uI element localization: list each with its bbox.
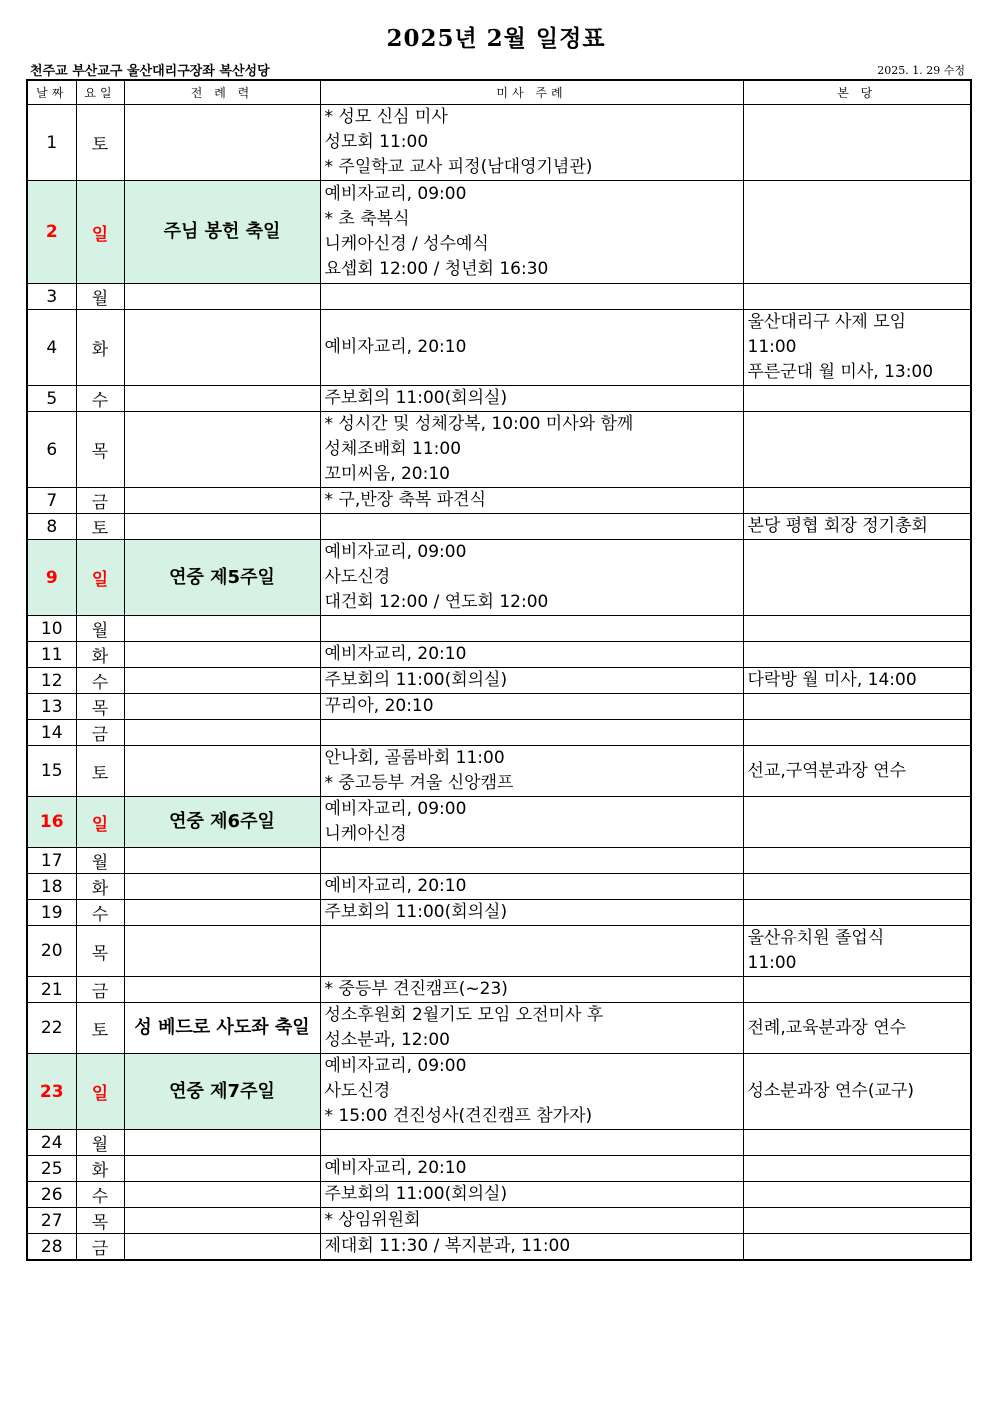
date-cell: 11 — [27, 642, 76, 668]
table-row — [27, 642, 971, 668]
weekday-cell: 수 — [76, 668, 124, 694]
column-header-liturgy: 전 례 력 — [124, 80, 320, 105]
parish-cell — [743, 720, 971, 746]
mass-cell — [320, 284, 743, 310]
mass-line: 니케아신경 / 성수예식 — [324, 234, 489, 254]
table-row — [27, 105, 971, 181]
mass-cell — [320, 926, 743, 977]
date-cell: 24 — [27, 1130, 76, 1156]
date-cell: 4 — [27, 310, 76, 386]
date-cell: 15 — [27, 746, 76, 797]
date-cell: 25 — [27, 1156, 76, 1182]
mass-cell — [320, 1054, 743, 1130]
parish-cell — [743, 1234, 971, 1261]
parish-cell — [743, 848, 971, 874]
mass-cell — [320, 746, 743, 797]
date-cell: 10 — [27, 616, 76, 642]
weekday-cell: 화 — [76, 1156, 124, 1182]
weekday-cell: 토 — [76, 514, 124, 540]
mass-cell — [320, 797, 743, 848]
date-cell: 1 — [27, 105, 76, 181]
liturgy-cell — [124, 926, 320, 977]
weekday-cell: 금 — [76, 488, 124, 514]
parish-cell — [743, 616, 971, 642]
date-cell: 3 — [27, 284, 76, 310]
liturgy-cell — [124, 105, 320, 181]
date-cell: 20 — [27, 926, 76, 977]
liturgy-cell: 성 베드로 사도좌 축일 — [124, 1003, 320, 1054]
mass-line: * 15:00 견진성사(견진캠프 참가자) — [324, 1106, 593, 1126]
mass-cell — [320, 386, 743, 412]
mass-line: 주보회의 11:00(회의실) — [324, 902, 508, 922]
table-row — [27, 1182, 971, 1208]
parish-cell — [743, 284, 971, 310]
table-row — [27, 1003, 971, 1054]
table-row — [27, 616, 971, 642]
mass-line: * 성모 신심 미사 — [324, 107, 448, 127]
table-row — [27, 310, 971, 386]
mass-line: 안나회, 골롬바회 11:00 — [324, 748, 505, 768]
liturgy-cell — [124, 1182, 320, 1208]
liturgy-cell — [124, 977, 320, 1003]
mass-line: 예비자교리, 09:00 — [324, 184, 467, 204]
date-cell: 26 — [27, 1182, 76, 1208]
table-header-row — [27, 80, 971, 105]
liturgy-cell — [124, 720, 320, 746]
parish-line: 본당 평협 회장 정기총회 — [747, 516, 928, 536]
liturgy-cell — [124, 488, 320, 514]
table-row — [27, 386, 971, 412]
mass-line: * 성시간 및 성체강복, 10:00 미사와 함께 — [324, 414, 634, 434]
liturgy-cell — [124, 668, 320, 694]
column-header-parish: 본 당 — [743, 80, 971, 105]
parish-cell — [743, 642, 971, 668]
liturgy-cell: 연중 제6주일 — [124, 797, 320, 848]
mass-line: 니케아신경 — [324, 824, 407, 844]
mass-cell — [320, 1208, 743, 1234]
date-cell: 22 — [27, 1003, 76, 1054]
date-cell: 21 — [27, 977, 76, 1003]
mass-line: 성소후원회 2월기도 모임 오전미사 후 — [324, 1005, 604, 1025]
parish-line: 울산대리구 사제 모임 — [747, 312, 907, 332]
weekday-cell: 화 — [76, 310, 124, 386]
parish-cell — [743, 412, 971, 488]
mass-cell — [320, 540, 743, 616]
weekday-cell: 토 — [76, 746, 124, 797]
weekday-cell: 목 — [76, 412, 124, 488]
date-cell: 16 — [27, 797, 76, 848]
mass-cell — [320, 616, 743, 642]
mass-cell — [320, 977, 743, 1003]
mass-line: 주보회의 11:00(회의실) — [324, 670, 508, 690]
parish-cell — [743, 900, 971, 926]
liturgy-cell — [124, 284, 320, 310]
weekday-cell: 목 — [76, 926, 124, 977]
parish-line: 11:00 — [747, 337, 797, 357]
revision-date: 2025. 1. 29 수정 — [877, 64, 965, 77]
liturgy-cell — [124, 848, 320, 874]
mass-cell — [320, 105, 743, 181]
parish-line: 선교,구역분과장 연수 — [747, 760, 907, 781]
table-row — [27, 1234, 971, 1261]
page-title: 2025년 2월 일정표 — [386, 25, 606, 52]
parish-cell — [743, 488, 971, 514]
mass-cell — [320, 412, 743, 488]
date-cell: 9 — [27, 540, 76, 616]
weekday-cell: 토 — [76, 105, 124, 181]
date-cell: 14 — [27, 720, 76, 746]
table-row — [27, 540, 971, 616]
date-cell: 13 — [27, 694, 76, 720]
parish-cell — [743, 181, 971, 284]
parish-cell — [743, 540, 971, 616]
mass-cell — [320, 1003, 743, 1054]
mass-line: * 주일학교 교사 피정(남대영기념관) — [324, 157, 593, 177]
weekday-cell: 수 — [76, 1182, 124, 1208]
table-row — [27, 797, 971, 848]
liturgy-cell — [124, 1208, 320, 1234]
liturgy-cell — [124, 900, 320, 926]
parish-cell — [743, 746, 971, 797]
weekday-cell: 일 — [76, 1054, 124, 1130]
liturgy-cell — [124, 616, 320, 642]
mass-line: 꼬미씨움, 20:10 — [324, 464, 450, 484]
parish-cell — [743, 926, 971, 977]
mass-line: 사도신경 — [324, 567, 391, 587]
table-row — [27, 900, 971, 926]
date-cell: 17 — [27, 848, 76, 874]
liturgy-cell — [124, 874, 320, 900]
parish-line: 성소분과장 연수(교구) — [747, 1081, 914, 1101]
weekday-cell: 화 — [76, 642, 124, 668]
column-header-mass: 미사 주례 — [320, 80, 743, 105]
date-cell: 28 — [27, 1234, 76, 1261]
table-row — [27, 668, 971, 694]
table-row — [27, 874, 971, 900]
date-cell: 8 — [27, 514, 76, 540]
liturgy-cell — [124, 1130, 320, 1156]
table-row — [27, 488, 971, 514]
table-row — [27, 181, 971, 284]
mass-line: 요셉회 12:00 / 청년회 16:30 — [324, 259, 549, 279]
table-row — [27, 926, 971, 977]
weekday-cell: 토 — [76, 1003, 124, 1054]
parish-cell — [743, 310, 971, 386]
mass-cell — [320, 720, 743, 746]
parish-cell — [743, 1182, 971, 1208]
table-row — [27, 1156, 971, 1182]
parish-line: 다락방 월 미사, 14:00 — [747, 670, 917, 690]
mass-cell — [320, 310, 743, 386]
table-row — [27, 720, 971, 746]
mass-line: 예비자교리, 20:10 — [324, 1158, 467, 1178]
mass-line: 대건회 12:00 / 연도회 12:00 — [324, 592, 549, 612]
liturgy-cell — [124, 310, 320, 386]
date-cell: 27 — [27, 1208, 76, 1234]
schedule-table — [26, 79, 972, 1261]
parish-line: 울산유치원 졸업식 — [747, 928, 885, 948]
date-cell: 12 — [27, 668, 76, 694]
mass-cell — [320, 642, 743, 668]
parish-line: 11:00 — [747, 953, 797, 973]
parish-cell — [743, 797, 971, 848]
parish-cell — [743, 977, 971, 1003]
weekday-cell: 일 — [76, 797, 124, 848]
mass-line: * 중등부 견진캠프(~23) — [324, 979, 508, 999]
parish-name: 천주교 부산교구 울산대리구장좌 복산성당 — [30, 64, 270, 79]
mass-line: 성체조배회 11:00 — [324, 439, 462, 459]
mass-line: 꾸리아, 20:10 — [324, 696, 434, 716]
liturgy-cell — [124, 412, 320, 488]
mass-cell — [320, 181, 743, 284]
schedule-body — [27, 105, 971, 1261]
mass-line: * 중고등부 겨울 신앙캠프 — [324, 773, 514, 793]
parish-cell — [743, 1208, 971, 1234]
date-cell: 19 — [27, 900, 76, 926]
date-cell: 7 — [27, 488, 76, 514]
table-row — [27, 848, 971, 874]
date-cell: 2 — [27, 181, 76, 284]
weekday-cell: 화 — [76, 874, 124, 900]
date-cell: 23 — [27, 1054, 76, 1130]
liturgy-cell — [124, 1234, 320, 1261]
mass-line: 예비자교리, 20:10 — [324, 337, 467, 357]
weekday-cell: 월 — [76, 1130, 124, 1156]
mass-cell — [320, 1234, 743, 1261]
liturgy-cell — [124, 642, 320, 668]
weekday-cell: 금 — [76, 1234, 124, 1261]
parish-cell — [743, 105, 971, 181]
mass-line: 주보회의 11:00(회의실) — [324, 1184, 508, 1204]
weekday-cell: 월 — [76, 284, 124, 310]
date-cell: 5 — [27, 386, 76, 412]
mass-line: 성소분과, 12:00 — [324, 1030, 450, 1050]
mass-line: 예비자교리, 20:10 — [324, 644, 467, 664]
mass-cell — [320, 488, 743, 514]
column-header-day: 요일 — [76, 80, 124, 105]
liturgy-cell — [124, 386, 320, 412]
table-row — [27, 514, 971, 540]
parish-cell — [743, 1130, 971, 1156]
parish-cell — [743, 874, 971, 900]
mass-line: 예비자교리, 09:00 — [324, 799, 467, 819]
liturgy-cell — [124, 746, 320, 797]
mass-line: 주보회의 11:00(회의실) — [324, 388, 508, 408]
parish-cell — [743, 1156, 971, 1182]
mass-line: * 구,반장 축복 파견식 — [324, 490, 486, 510]
column-header-date: 날짜 — [27, 80, 76, 105]
table-row — [27, 977, 971, 1003]
table-row — [27, 284, 971, 310]
parish-line: 푸른군대 월 미사, 13:00 — [747, 362, 934, 382]
table-row — [27, 1208, 971, 1234]
weekday-cell: 월 — [76, 616, 124, 642]
parish-cell — [743, 514, 971, 540]
mass-line: * 초 축복식 — [324, 209, 410, 229]
weekday-cell: 금 — [76, 977, 124, 1003]
table-row — [27, 746, 971, 797]
liturgy-cell — [124, 514, 320, 540]
liturgy-cell — [124, 694, 320, 720]
mass-line: 예비자교리, 09:00 — [324, 542, 467, 562]
table-row — [27, 412, 971, 488]
parish-cell — [743, 386, 971, 412]
date-cell: 18 — [27, 874, 76, 900]
mass-cell — [320, 1156, 743, 1182]
weekday-cell: 월 — [76, 848, 124, 874]
parish-cell — [743, 1054, 971, 1130]
mass-cell — [320, 514, 743, 540]
mass-line: 예비자교리, 20:10 — [324, 876, 467, 896]
parish-cell — [743, 668, 971, 694]
mass-cell — [320, 668, 743, 694]
mass-line: 제대회 11:30 / 복지분과, 11:00 — [324, 1236, 571, 1256]
parish-cell — [743, 694, 971, 720]
date-cell: 6 — [27, 412, 76, 488]
mass-cell — [320, 694, 743, 720]
mass-line: * 상임위원회 — [324, 1210, 421, 1230]
weekday-cell: 수 — [76, 900, 124, 926]
mass-cell — [320, 900, 743, 926]
weekday-cell: 목 — [76, 1208, 124, 1234]
mass-line: 예비자교리, 09:00 — [324, 1056, 467, 1076]
liturgy-cell: 주님 봉헌 축일 — [124, 181, 320, 284]
weekday-cell: 목 — [76, 694, 124, 720]
liturgy-cell — [124, 1156, 320, 1182]
weekday-cell: 금 — [76, 720, 124, 746]
weekday-cell: 수 — [76, 386, 124, 412]
table-row — [27, 694, 971, 720]
liturgy-cell: 연중 제7주일 — [124, 1054, 320, 1130]
mass-cell — [320, 848, 743, 874]
weekday-cell: 일 — [76, 540, 124, 616]
mass-cell — [320, 874, 743, 900]
mass-cell — [320, 1130, 743, 1156]
mass-line: 성모회 11:00 — [324, 132, 429, 152]
parish-line: 전례,교육분과장 연수 — [747, 1017, 907, 1038]
weekday-cell: 일 — [76, 181, 124, 284]
parish-cell — [743, 1003, 971, 1054]
table-row — [27, 1130, 971, 1156]
table-row — [27, 1054, 971, 1130]
mass-line: 사도신경 — [324, 1081, 391, 1101]
liturgy-cell: 연중 제5주일 — [124, 540, 320, 616]
mass-cell — [320, 1182, 743, 1208]
